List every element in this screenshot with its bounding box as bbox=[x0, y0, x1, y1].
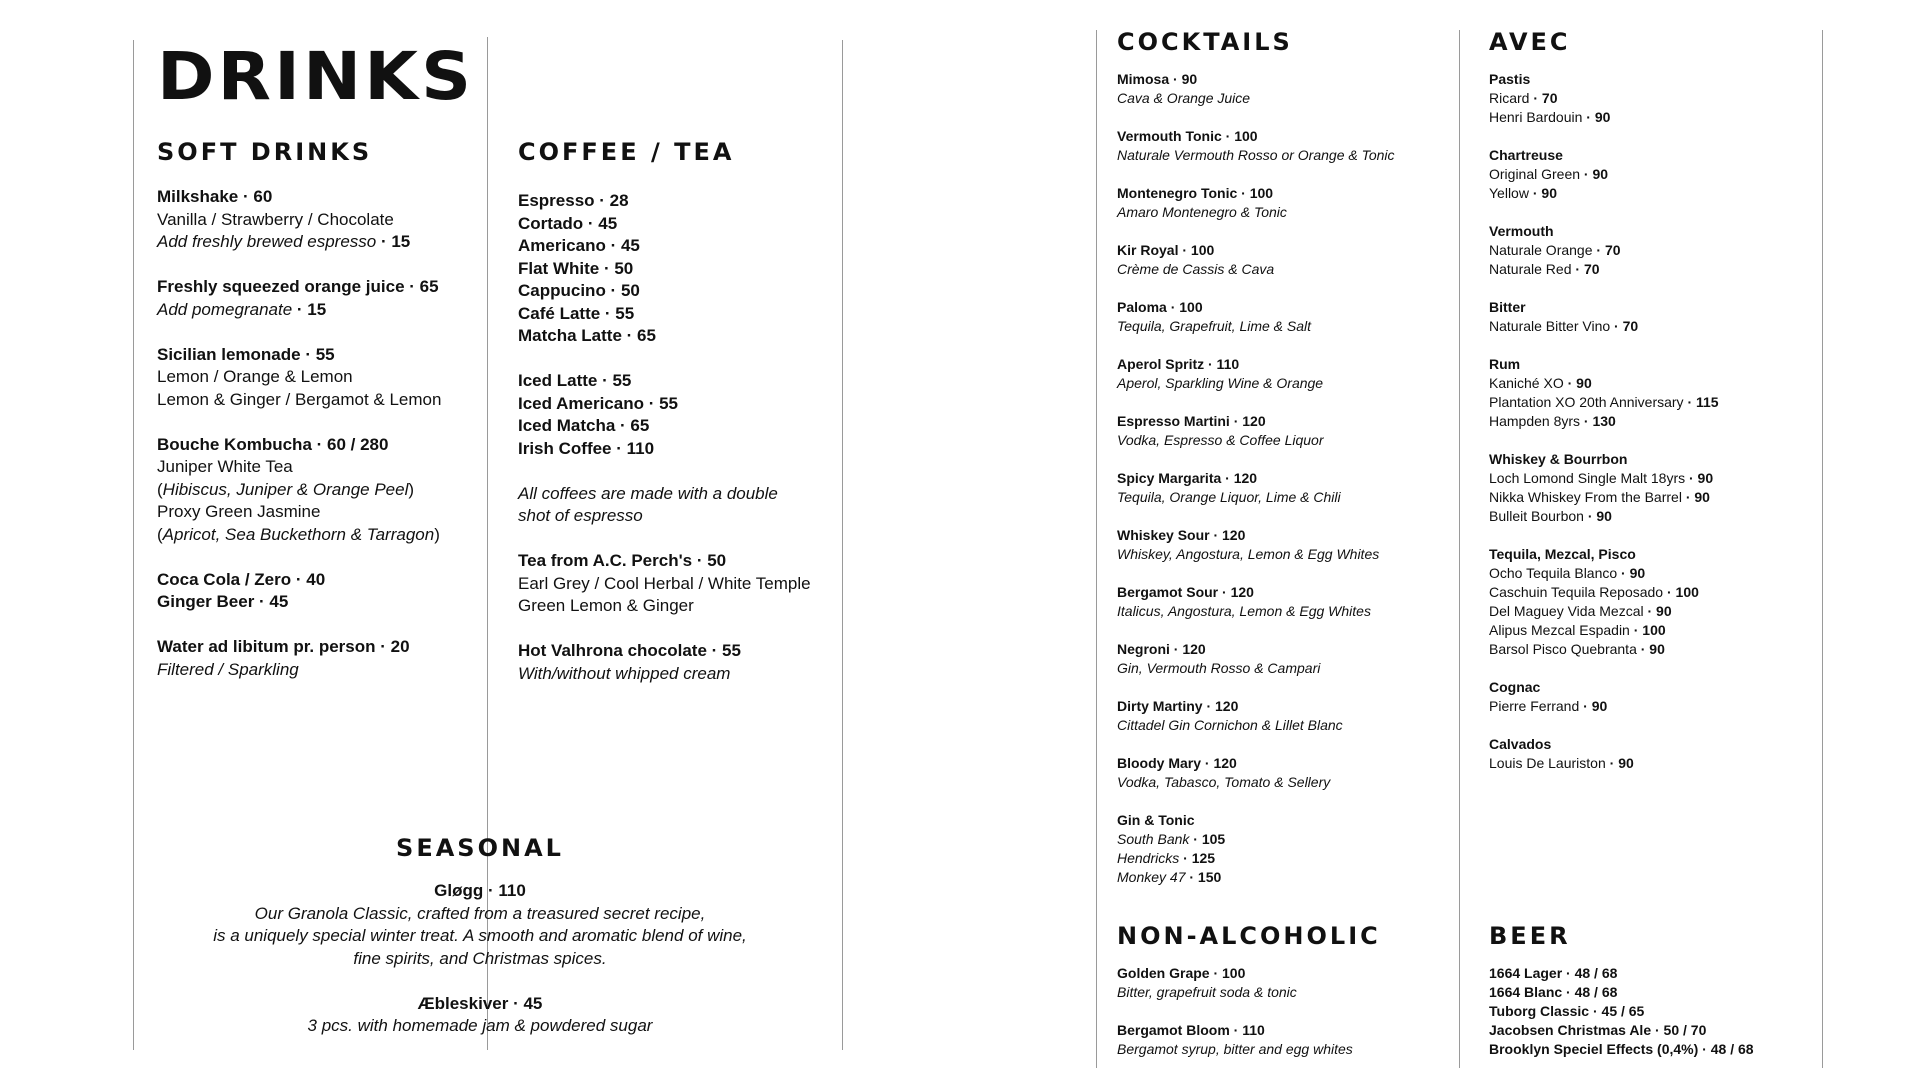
item-name: Gin & Tonic bbox=[1117, 812, 1195, 828]
item-desc: Whiskey, Angostura, Lemon & Egg Whites bbox=[1117, 546, 1380, 562]
group-name: Rum bbox=[1489, 356, 1521, 372]
item-name: Bloody Mary · 120 bbox=[1117, 755, 1237, 771]
item-label: Naturale Orange bbox=[1489, 242, 1593, 258]
group-name: Chartreuse bbox=[1489, 147, 1563, 163]
gin-option bbox=[1117, 830, 1447, 849]
item-price: · 90 bbox=[1583, 508, 1612, 524]
group-name: Pastis bbox=[1489, 71, 1531, 87]
item-name: Coca Cola / Zero · 40 bbox=[157, 569, 326, 589]
menu-item bbox=[518, 640, 838, 685]
item-name: Bergamot Sour · 120 bbox=[1117, 584, 1254, 600]
avec-group bbox=[1489, 450, 1809, 526]
menu-item bbox=[1117, 298, 1447, 336]
menu-item bbox=[1117, 1021, 1447, 1059]
avec-group bbox=[1489, 545, 1809, 659]
item-desc: Cittadel Gin Cornichon & Lillet Blanc bbox=[1117, 717, 1343, 733]
coffee-iced-list bbox=[518, 370, 838, 460]
seasonal-heading: SEASONAL bbox=[396, 834, 564, 862]
item-label: Kaniché XO bbox=[1489, 375, 1564, 391]
item-label: Caschuin Tequila Reposado bbox=[1489, 584, 1664, 600]
avec-item bbox=[1489, 602, 1809, 621]
item-label: Del Maguey Vida Mezcal bbox=[1489, 603, 1644, 619]
item-label: Original Green bbox=[1489, 166, 1581, 182]
avec-item bbox=[1489, 108, 1809, 127]
paren: ( bbox=[157, 479, 163, 499]
divider-line bbox=[1822, 30, 1823, 1068]
item-name: Æbleskiver · 45 bbox=[417, 993, 543, 1013]
avec-item bbox=[1489, 241, 1809, 260]
avec-item bbox=[1489, 393, 1809, 412]
option-price: · 105 bbox=[1189, 831, 1226, 847]
avec-item bbox=[1489, 260, 1809, 279]
soft-drinks-heading: SOFT DRINKS bbox=[157, 138, 373, 166]
item-desc: Proxy Green Jasmine bbox=[157, 502, 321, 521]
item-name: Café Latte · 55 bbox=[518, 303, 635, 323]
group-name: Bitter bbox=[1489, 299, 1526, 315]
item-name: Water ad libitum pr. person · 20 bbox=[157, 637, 410, 656]
item-desc: Gin, Vermouth Rosso & Campari bbox=[1117, 660, 1321, 676]
item-name: Spicy Margarita · 120 bbox=[1117, 470, 1258, 486]
item-label: Naturale Bitter Vino bbox=[1489, 318, 1611, 334]
menu-item bbox=[1117, 127, 1447, 165]
avec-item bbox=[1489, 564, 1809, 583]
menu-item bbox=[1117, 811, 1447, 887]
menu-item bbox=[1117, 640, 1447, 678]
avec-item bbox=[1489, 184, 1809, 203]
item-name: Gløgg · 110 bbox=[434, 881, 526, 900]
divider-line bbox=[1459, 30, 1460, 1068]
item-desc: Apricot, Sea Buckethorn & Tarragon bbox=[162, 524, 435, 544]
item-name: Mimosa · 90 bbox=[1117, 71, 1198, 87]
item-desc: Juniper White Tea bbox=[157, 457, 293, 476]
menu-item bbox=[157, 569, 477, 614]
item-name: Hot Valhrona chocolate · 55 bbox=[518, 641, 741, 660]
gin-options bbox=[1117, 830, 1447, 887]
item-desc: Lemon / Orange & Lemon bbox=[157, 367, 353, 386]
item-price: · 90 bbox=[1636, 641, 1665, 657]
avec-item bbox=[1489, 374, 1809, 393]
item-desc: Filtered / Sparkling bbox=[157, 659, 299, 679]
avec-item bbox=[1489, 621, 1809, 640]
item-desc: Earl Grey / Cool Herbal / White Temple bbox=[518, 573, 811, 593]
group-name: Tequila, Mezcal, Pisco bbox=[1489, 546, 1636, 562]
item-name: Flat White · 50 bbox=[518, 258, 634, 278]
item-label: Bulleit Bourbon bbox=[1489, 508, 1584, 524]
soft-drinks-section bbox=[157, 140, 477, 704]
option-label: Hendricks bbox=[1117, 850, 1180, 866]
item-label: Naturale Red bbox=[1489, 261, 1572, 277]
divider-line bbox=[133, 40, 134, 1050]
avec-group bbox=[1489, 222, 1809, 279]
avec-item bbox=[1489, 640, 1809, 659]
menu-item bbox=[157, 276, 477, 321]
item-name: Paloma · 100 bbox=[1117, 299, 1203, 315]
item-price: · 90 bbox=[1582, 109, 1611, 125]
divider-line bbox=[842, 40, 843, 1050]
divider-line bbox=[1096, 30, 1097, 1068]
item-name: Kir Royal · 100 bbox=[1117, 242, 1215, 258]
item-desc: Tequila, Grapefruit, Lime & Salt bbox=[1117, 318, 1312, 334]
item-label: Ricard bbox=[1489, 90, 1530, 106]
item-price: · 70 bbox=[1592, 242, 1621, 258]
item-name: Dirty Martiny · 120 bbox=[1117, 698, 1239, 714]
item-name: Tea from A.C. Perch's · 50 bbox=[518, 551, 727, 570]
avec-item bbox=[1489, 754, 1809, 773]
item-label: Nikka Whiskey From the Barrel bbox=[1489, 489, 1682, 505]
item-desc: With/without whipped cream bbox=[518, 663, 731, 683]
gin-option bbox=[1117, 868, 1447, 887]
avec-item bbox=[1489, 488, 1809, 507]
item-desc: Vodka, Espresso & Coffee Liquor bbox=[1117, 432, 1324, 448]
item-label: Pierre Ferrand bbox=[1489, 698, 1580, 714]
item-desc: Vanilla / Strawberry / Chocolate bbox=[157, 209, 394, 229]
avec-group bbox=[1489, 70, 1809, 127]
item-name: Iced Americano · 55 bbox=[518, 393, 678, 413]
avec-item bbox=[1489, 697, 1809, 716]
item-price: · 100 bbox=[1663, 584, 1699, 600]
item-price: · 90 bbox=[1563, 375, 1592, 391]
item-name: Iced Matcha · 65 bbox=[518, 416, 650, 435]
item-desc: Bergamot syrup, bitter and egg whites bbox=[1117, 1041, 1353, 1057]
group-name: Calvados bbox=[1489, 736, 1552, 752]
item-price: · 100 bbox=[1629, 622, 1666, 638]
coffee-hot-list bbox=[518, 190, 838, 348]
item-label: Ocho Tequila Blanco bbox=[1489, 565, 1618, 581]
item-desc: Italicus, Angostura, Lemon & Egg Whites bbox=[1117, 603, 1371, 619]
item-name: Montenegro Tonic · 100 bbox=[1117, 185, 1274, 201]
avec-group bbox=[1489, 298, 1809, 336]
item-name: Bergamot Bloom · 110 bbox=[1117, 1022, 1265, 1038]
beer-item: Jacobsen Christmas Ale · 50 / 70 bbox=[1489, 1022, 1707, 1038]
paren: ( bbox=[157, 524, 163, 544]
item-desc: Aperol, Sparkling Wine & Orange bbox=[1117, 375, 1324, 391]
note-text: shot of espresso bbox=[518, 506, 643, 525]
item-desc: Amaro Montenegro & Tonic bbox=[1117, 204, 1287, 220]
cocktails-section bbox=[1117, 30, 1447, 906]
option-price: · 125 bbox=[1179, 850, 1216, 866]
option-price: · 150 bbox=[1185, 869, 1222, 885]
item-label: Loch Lomond Single Malt 18yrs bbox=[1489, 470, 1686, 486]
non-alcoholic-section bbox=[1117, 924, 1447, 1078]
item-price: · 90 bbox=[1528, 185, 1557, 201]
beer-item: 1664 Lager · 48 / 68 bbox=[1489, 965, 1618, 981]
avec-item bbox=[1489, 89, 1809, 108]
gin-option bbox=[1117, 849, 1447, 868]
item-price: · 90 bbox=[1681, 489, 1710, 505]
menu-item bbox=[157, 434, 477, 547]
item-name: Vermouth Tonic · 100 bbox=[1117, 128, 1258, 144]
beer-item: 1664 Blanc · 48 / 68 bbox=[1489, 984, 1618, 1000]
item-desc: Vodka, Tabasco, Tomato & Sellery bbox=[1117, 774, 1331, 790]
menu-item bbox=[1117, 754, 1447, 792]
seasonal-section bbox=[160, 836, 800, 1060]
item-price: · 90 bbox=[1605, 755, 1634, 771]
item-name: Milkshake · 60 bbox=[157, 187, 273, 206]
avec-group bbox=[1489, 678, 1809, 716]
avec-item bbox=[1489, 469, 1809, 488]
group-name: Whiskey & Bourrbon bbox=[1489, 451, 1628, 467]
coffee-tea-section bbox=[518, 140, 838, 708]
note-text: All coffees are made with a double bbox=[518, 483, 778, 503]
menu-item bbox=[160, 880, 800, 970]
item-price: · 90 bbox=[1685, 470, 1714, 486]
non-alcoholic-list bbox=[1117, 964, 1447, 1059]
option-label: Monkey 47 bbox=[1117, 869, 1186, 885]
coffee-note bbox=[518, 483, 838, 528]
paren: ) bbox=[434, 524, 440, 544]
item-name: Espresso Martini · 120 bbox=[1117, 413, 1266, 429]
item-label: Henri Bardouin bbox=[1489, 109, 1583, 125]
item-price: · 90 bbox=[1617, 565, 1646, 581]
non-alcoholic-heading: NON-ALCOHOLIC bbox=[1117, 922, 1381, 950]
menu-item bbox=[1117, 70, 1447, 108]
item-addon-price: · 15 bbox=[376, 232, 411, 251]
item-price: · 70 bbox=[1529, 90, 1558, 106]
group-name: Vermouth bbox=[1489, 223, 1554, 239]
avec-item bbox=[1489, 412, 1809, 431]
menu-item bbox=[518, 550, 838, 618]
beer-list bbox=[1489, 964, 1809, 1059]
item-price: · 70 bbox=[1571, 261, 1600, 277]
item-desc: Bitter, grapefruit soda & tonic bbox=[1117, 984, 1297, 1000]
item-name: Cortado · 45 bbox=[518, 213, 618, 233]
item-name: Ginger Beer · 45 bbox=[157, 592, 289, 611]
item-addon: Add pomegranate bbox=[157, 299, 293, 319]
menu-item bbox=[1117, 526, 1447, 564]
menu-item bbox=[157, 344, 477, 412]
item-name: Sicilian lemonade · 55 bbox=[157, 344, 335, 364]
item-name: Iced Latte · 55 bbox=[518, 371, 632, 390]
item-addon: Add freshly brewed espresso bbox=[157, 232, 377, 251]
avec-item bbox=[1489, 165, 1809, 184]
page-title: DRINKS bbox=[157, 38, 475, 115]
beer-section bbox=[1489, 924, 1809, 1059]
menu-item bbox=[1117, 184, 1447, 222]
item-desc: Green Lemon & Ginger bbox=[518, 596, 694, 615]
item-desc: fine spirits, and Christmas spices. bbox=[353, 948, 607, 968]
cocktail-list bbox=[1117, 70, 1447, 792]
item-name: Freshly squeezed orange juice · 65 bbox=[157, 277, 439, 296]
menu-item bbox=[1117, 697, 1447, 735]
menu-item bbox=[1117, 241, 1447, 279]
item-desc: Naturale Vermouth Rosso or Orange & Tonic bbox=[1117, 147, 1395, 163]
avec-item bbox=[1489, 507, 1809, 526]
group-name: Cognac bbox=[1489, 679, 1541, 695]
beer-item: Tuborg Classic · 45 / 65 bbox=[1489, 1003, 1645, 1019]
option-label: South Bank bbox=[1117, 831, 1190, 847]
item-price: · 90 bbox=[1579, 698, 1608, 714]
avec-heading: AVEC bbox=[1489, 28, 1571, 56]
item-label: Hampden 8yrs bbox=[1489, 413, 1581, 429]
item-desc: Crème de Cassis & Cava bbox=[1117, 261, 1275, 277]
item-name: Aperol Spritz · 110 bbox=[1117, 356, 1240, 372]
item-name: Matcha Latte · 65 bbox=[518, 326, 656, 345]
menu-item bbox=[157, 636, 477, 681]
item-desc: Hibiscus, Juniper & Orange Peel bbox=[162, 479, 409, 499]
item-desc: Lemon & Ginger / Bergamot & Lemon bbox=[157, 389, 442, 409]
item-desc: Cava & Orange Juice bbox=[1117, 90, 1251, 106]
item-label: Louis De Lauriston bbox=[1489, 755, 1606, 771]
item-desc: Tequila, Orange Liquor, Lime & Chili bbox=[1117, 489, 1341, 505]
menu-item bbox=[1117, 964, 1447, 1002]
item-addon-price: · 15 bbox=[292, 299, 327, 319]
avec-group bbox=[1489, 355, 1809, 431]
item-price: · 115 bbox=[1683, 394, 1719, 410]
item-name: Golden Grape · 100 bbox=[1117, 965, 1246, 981]
avec-item bbox=[1489, 317, 1809, 336]
menu-item bbox=[1117, 469, 1447, 507]
item-name: Americano · 45 bbox=[518, 236, 640, 255]
menu-item bbox=[1117, 583, 1447, 621]
menu-item bbox=[160, 993, 800, 1038]
item-price: · 130 bbox=[1580, 413, 1616, 429]
avec-group bbox=[1489, 735, 1809, 773]
item-name: Whiskey Sour · 120 bbox=[1117, 527, 1246, 543]
item-name: Irish Coffee · 110 bbox=[518, 438, 655, 458]
item-name: Bouche Kombucha · 60 / 280 bbox=[157, 434, 389, 454]
item-name: Negroni · 120 bbox=[1117, 641, 1206, 657]
menu-item bbox=[1117, 355, 1447, 393]
item-price: · 90 bbox=[1643, 603, 1672, 619]
item-label: Yellow bbox=[1489, 185, 1529, 201]
avec-section bbox=[1489, 30, 1809, 792]
beer-item: Brooklyn Speciel Effects (0,4%) · 48 / 68 bbox=[1489, 1041, 1754, 1057]
menu-item bbox=[157, 186, 477, 254]
avec-list bbox=[1489, 70, 1809, 773]
beer-heading: BEER bbox=[1489, 922, 1571, 950]
item-price: · 90 bbox=[1580, 166, 1609, 182]
item-price: · 70 bbox=[1610, 318, 1639, 334]
coffee-tea-heading: COFFEE / TEA bbox=[518, 138, 735, 166]
item-desc: is a uniquely special winter treat. A smooth and aromatic blend of wine, bbox=[213, 926, 747, 945]
item-name: Espresso · 28 bbox=[518, 191, 629, 210]
item-desc: Our Granola Classic, crafted from a treasured secret recipe, bbox=[254, 903, 706, 923]
item-label: Alipus Mezcal Espadin bbox=[1489, 622, 1630, 638]
avec-group bbox=[1489, 146, 1809, 203]
cocktails-heading: COCKTAILS bbox=[1117, 28, 1293, 56]
item-label: Plantation XO 20th Anniversary bbox=[1489, 394, 1684, 410]
paren: ) bbox=[408, 479, 415, 499]
item-label: Barsol Pisco Quebranta bbox=[1489, 641, 1637, 657]
item-name: Cappucino · 50 bbox=[518, 281, 640, 300]
avec-item bbox=[1489, 583, 1809, 602]
menu-item bbox=[1117, 412, 1447, 450]
item-desc: 3 pcs. with homemade jam & powdered sugar bbox=[307, 1016, 653, 1035]
